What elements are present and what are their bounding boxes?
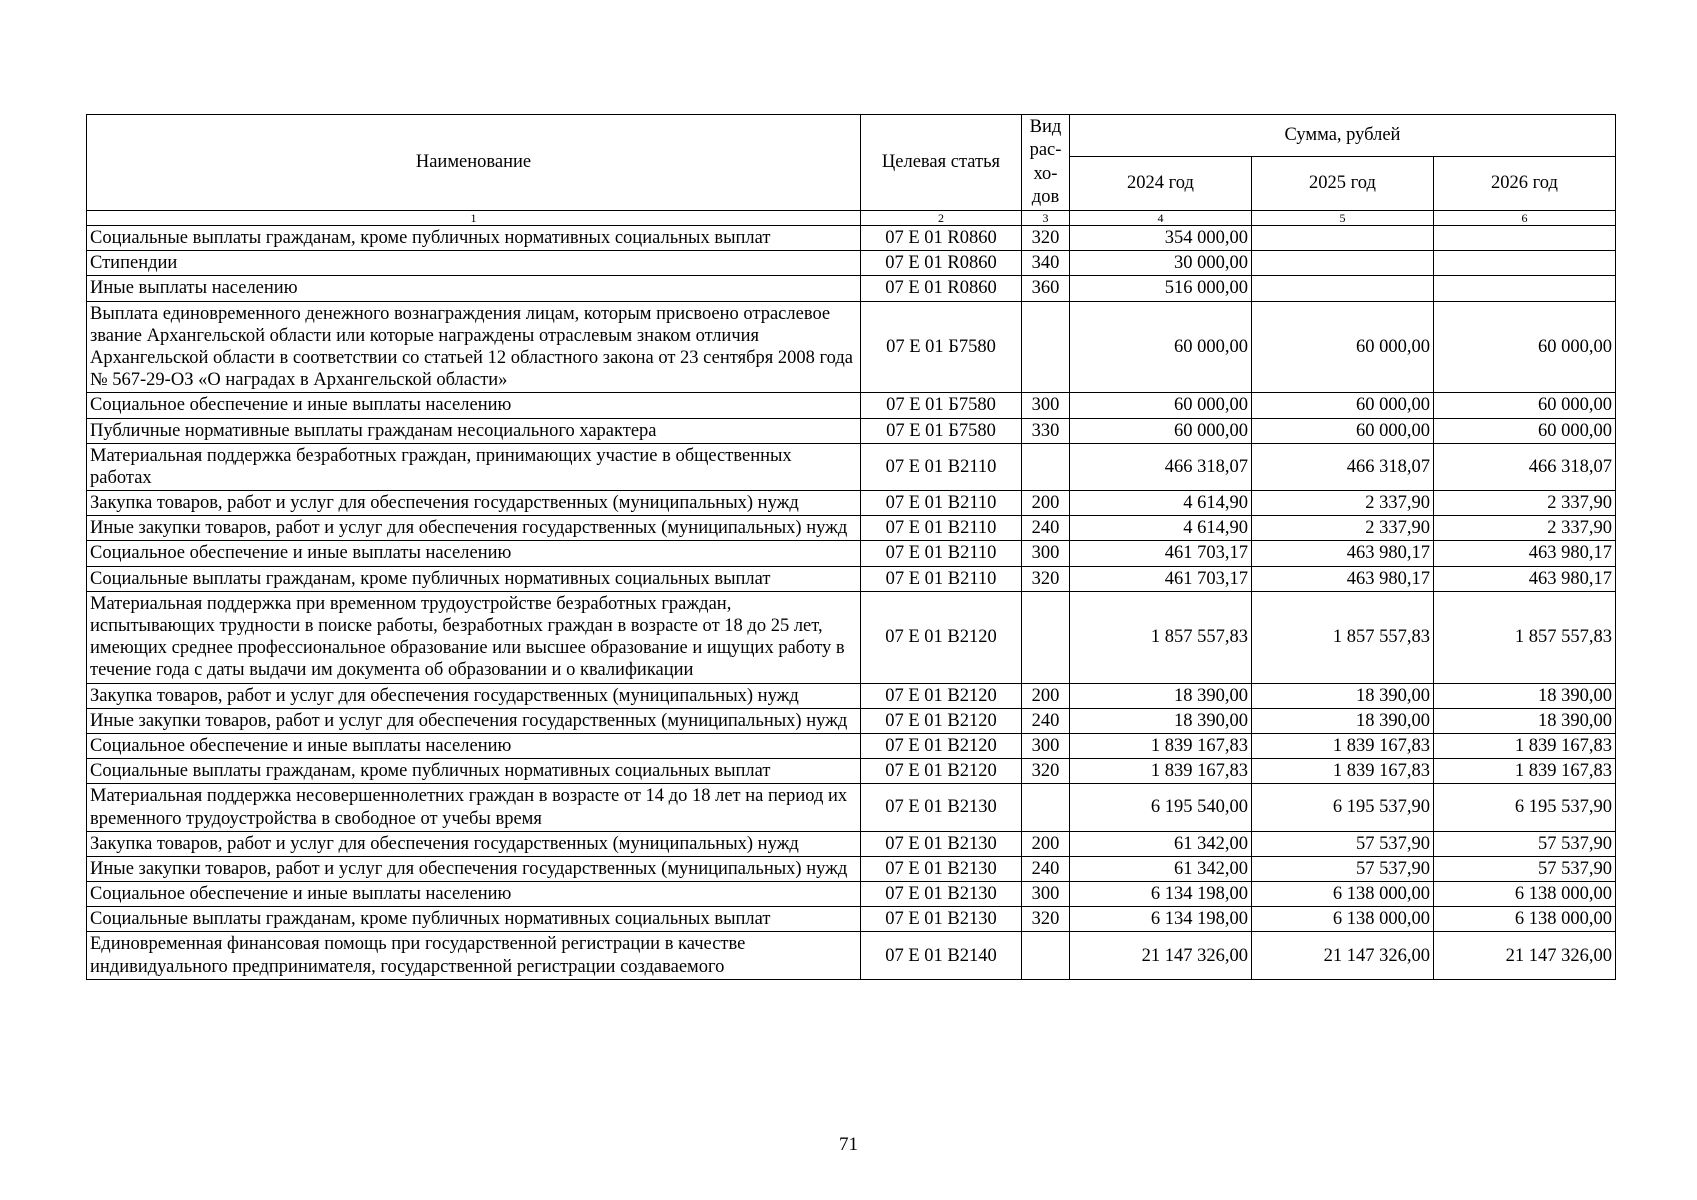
row-amount-2024: 1 839 167,83 bbox=[1070, 733, 1252, 758]
table-row bbox=[87, 907, 1616, 932]
column-number: 1 bbox=[87, 211, 861, 226]
row-amount-2026: 6 195 537,90 bbox=[1434, 784, 1616, 831]
row-amount-2026 bbox=[1434, 276, 1616, 301]
row-expense-type: 200 bbox=[1022, 491, 1070, 516]
row-amount-2024: 466 318,07 bbox=[1070, 443, 1252, 490]
header-name: Наименование bbox=[87, 115, 861, 211]
row-name: Материальная поддержка при временном трудоустройстве безработных граждан, испытывающих трудности в поиске работы, безработных граждан в возрасте от 18 до 25 лет, имеющих среднее профессиональное образование или высшее образование и ищущих работу в течение года с даты выдачи им документа об образовании и о квалификации bbox=[87, 591, 861, 683]
table-row bbox=[87, 856, 1616, 881]
row-name: Социальные выплаты гражданам, кроме публичных нормативных социальных выплат bbox=[87, 759, 861, 784]
row-name: Иные выплаты населению bbox=[87, 276, 861, 301]
table-row bbox=[87, 566, 1616, 591]
row-name: Иные закупки товаров, работ и услуг для обеспечения государственных (муниципальных) нужд bbox=[87, 708, 861, 733]
row-amount-2026: 6 138 000,00 bbox=[1434, 907, 1616, 932]
row-amount-2024: 21 147 326,00 bbox=[1070, 932, 1252, 979]
table-row bbox=[87, 708, 1616, 733]
column-number: 2 bbox=[861, 211, 1022, 226]
row-amount-2025: 57 537,90 bbox=[1252, 831, 1434, 856]
header-expense-type-line: рас- bbox=[1029, 140, 1062, 161]
row-expense-type: 320 bbox=[1022, 759, 1070, 784]
row-name: Социальное обеспечение и иные выплаты населению bbox=[87, 882, 861, 907]
row-amount-2026: 18 390,00 bbox=[1434, 683, 1616, 708]
row-amount-2025: 6 138 000,00 bbox=[1252, 882, 1434, 907]
row-amount-2024: 30 000,00 bbox=[1070, 251, 1252, 276]
row-expense-type: 300 bbox=[1022, 882, 1070, 907]
row-target-article: 07 Е 01 В2120 bbox=[861, 683, 1022, 708]
row-amount-2025: 60 000,00 bbox=[1252, 393, 1434, 418]
column-number: 5 bbox=[1252, 211, 1434, 226]
row-expense-type bbox=[1022, 932, 1070, 979]
row-amount-2024: 18 390,00 bbox=[1070, 683, 1252, 708]
row-amount-2025: 1 839 167,83 bbox=[1252, 759, 1434, 784]
row-target-article: 07 Е 01 Б7580 bbox=[861, 301, 1022, 393]
row-amount-2026: 466 318,07 bbox=[1434, 443, 1616, 490]
header-year-2024: 2024 год bbox=[1070, 157, 1252, 211]
table-row bbox=[87, 491, 1616, 516]
row-amount-2026: 1 839 167,83 bbox=[1434, 733, 1616, 758]
row-amount-2024: 461 703,17 bbox=[1070, 541, 1252, 566]
table-row bbox=[87, 882, 1616, 907]
row-name: Материальная поддержка несовершеннолетних граждан в возрасте от 14 до 18 лет на период их временного трудоустройства в свободное от учебы время bbox=[87, 784, 861, 831]
row-expense-type: 240 bbox=[1022, 708, 1070, 733]
row-name: Закупка товаров, работ и услуг для обеспечения государственных (муниципальных) нужд bbox=[87, 491, 861, 516]
row-amount-2026: 6 138 000,00 bbox=[1434, 882, 1616, 907]
row-target-article: 07 Е 01 В2130 bbox=[861, 907, 1022, 932]
row-expense-type: 200 bbox=[1022, 683, 1070, 708]
row-amount-2025: 2 337,90 bbox=[1252, 491, 1434, 516]
row-amount-2026: 57 537,90 bbox=[1434, 831, 1616, 856]
row-name: Выплата единовременного денежного вознаграждения лицам, которым присвоено отраслевое звание Архангельской области или которые награждены отраслевым знаком отличия Архангельской области в соответствии со статьей 12 областного закона от 23 сентября 2008 года № 567-29-ОЗ «О наградах в Архангельской области» bbox=[87, 301, 861, 393]
row-amount-2026 bbox=[1434, 226, 1616, 251]
row-target-article: 07 Е 01 Б7580 bbox=[861, 418, 1022, 443]
row-name: Иные закупки товаров, работ и услуг для обеспечения государственных (муниципальных) нужд bbox=[87, 856, 861, 881]
row-name: Социальное обеспечение и иные выплаты населению bbox=[87, 733, 861, 758]
row-amount-2025: 463 980,17 bbox=[1252, 541, 1434, 566]
column-number: 3 bbox=[1022, 211, 1070, 226]
page-number: 71 bbox=[839, 1134, 858, 1155]
row-name: Публичные нормативные выплаты гражданам несоциального характера bbox=[87, 418, 861, 443]
row-amount-2026: 2 337,90 bbox=[1434, 491, 1616, 516]
table-row bbox=[87, 393, 1616, 418]
row-target-article: 07 Е 01 В2140 bbox=[861, 932, 1022, 979]
header-expense-type-line: дов bbox=[1031, 186, 1060, 207]
row-amount-2024: 60 000,00 bbox=[1070, 393, 1252, 418]
row-amount-2024: 61 342,00 bbox=[1070, 831, 1252, 856]
row-target-article: 07 Е 01 R0860 bbox=[861, 226, 1022, 251]
row-target-article: 07 Е 01 В2120 bbox=[861, 708, 1022, 733]
row-amount-2026: 18 390,00 bbox=[1434, 708, 1616, 733]
row-expense-type: 340 bbox=[1022, 251, 1070, 276]
table-row bbox=[87, 932, 1616, 979]
row-amount-2025: 2 337,90 bbox=[1252, 516, 1434, 541]
header-target-article: Целевая статья bbox=[861, 115, 1022, 211]
row-expense-type: 240 bbox=[1022, 516, 1070, 541]
header-expense-type-line: Вид bbox=[1029, 117, 1062, 138]
row-target-article: 07 Е 01 В2110 bbox=[861, 443, 1022, 490]
row-amount-2025: 60 000,00 bbox=[1252, 301, 1434, 393]
column-number: 4 bbox=[1070, 211, 1252, 226]
row-target-article: 07 Е 01 В2120 bbox=[861, 733, 1022, 758]
row-amount-2024: 4 614,90 bbox=[1070, 491, 1252, 516]
budget-table bbox=[86, 114, 1616, 980]
row-amount-2025: 21 147 326,00 bbox=[1252, 932, 1434, 979]
row-expense-type: 240 bbox=[1022, 856, 1070, 881]
row-amount-2025: 18 390,00 bbox=[1252, 683, 1434, 708]
row-expense-type bbox=[1022, 591, 1070, 683]
row-amount-2024: 4 614,90 bbox=[1070, 516, 1252, 541]
row-target-article: 07 Е 01 В2130 bbox=[861, 831, 1022, 856]
row-target-article: 07 Е 01 В2110 bbox=[861, 566, 1022, 591]
row-amount-2024: 354 000,00 bbox=[1070, 226, 1252, 251]
table-row bbox=[87, 541, 1616, 566]
column-number: 6 bbox=[1434, 211, 1616, 226]
row-amount-2026 bbox=[1434, 251, 1616, 276]
row-expense-type: 200 bbox=[1022, 831, 1070, 856]
row-amount-2025 bbox=[1252, 251, 1434, 276]
row-amount-2024: 6 195 540,00 bbox=[1070, 784, 1252, 831]
row-amount-2024: 516 000,00 bbox=[1070, 276, 1252, 301]
row-amount-2026: 60 000,00 bbox=[1434, 418, 1616, 443]
row-expense-type: 300 bbox=[1022, 541, 1070, 566]
table-row bbox=[87, 276, 1616, 301]
row-expense-type bbox=[1022, 443, 1070, 490]
row-amount-2024: 18 390,00 bbox=[1070, 708, 1252, 733]
table-row bbox=[87, 591, 1616, 683]
table-row bbox=[87, 784, 1616, 831]
table-row bbox=[87, 831, 1616, 856]
row-target-article: 07 Е 01 Б7580 bbox=[861, 393, 1022, 418]
row-amount-2026: 57 537,90 bbox=[1434, 856, 1616, 881]
row-amount-2025: 60 000,00 bbox=[1252, 418, 1434, 443]
row-amount-2025: 6 195 537,90 bbox=[1252, 784, 1434, 831]
row-target-article: 07 Е 01 В2120 bbox=[861, 759, 1022, 784]
row-target-article: 07 Е 01 R0860 bbox=[861, 251, 1022, 276]
row-expense-type bbox=[1022, 784, 1070, 831]
row-target-article: 07 Е 01 R0860 bbox=[861, 276, 1022, 301]
row-target-article: 07 Е 01 В2110 bbox=[861, 491, 1022, 516]
row-amount-2026: 60 000,00 bbox=[1434, 301, 1616, 393]
row-expense-type: 360 bbox=[1022, 276, 1070, 301]
row-expense-type bbox=[1022, 301, 1070, 393]
row-amount-2026: 463 980,17 bbox=[1434, 541, 1616, 566]
table-row bbox=[87, 516, 1616, 541]
row-amount-2025: 18 390,00 bbox=[1252, 708, 1434, 733]
row-amount-2025: 1 839 167,83 bbox=[1252, 733, 1434, 758]
table-body bbox=[87, 226, 1616, 980]
row-name: Материальная поддержка безработных граждан, принимающих участие в общественных работах bbox=[87, 443, 861, 490]
row-amount-2024: 6 134 198,00 bbox=[1070, 907, 1252, 932]
table-row bbox=[87, 418, 1616, 443]
row-amount-2026: 1 839 167,83 bbox=[1434, 759, 1616, 784]
column-number-row bbox=[87, 211, 1616, 226]
row-expense-type: 330 bbox=[1022, 418, 1070, 443]
row-target-article: 07 Е 01 В2130 bbox=[861, 856, 1022, 881]
row-target-article: 07 Е 01 В2130 bbox=[861, 882, 1022, 907]
header-year-2025: 2025 год bbox=[1252, 157, 1434, 211]
row-target-article: 07 Е 01 В2110 bbox=[861, 516, 1022, 541]
row-name: Закупка товаров, работ и услуг для обеспечения государственных (муниципальных) нужд bbox=[87, 683, 861, 708]
row-name: Социальное обеспечение и иные выплаты населению bbox=[87, 393, 861, 418]
table-row bbox=[87, 301, 1616, 393]
row-expense-type: 320 bbox=[1022, 907, 1070, 932]
row-target-article: 07 Е 01 В2110 bbox=[861, 541, 1022, 566]
row-amount-2025: 463 980,17 bbox=[1252, 566, 1434, 591]
row-amount-2025: 466 318,07 bbox=[1252, 443, 1434, 490]
row-name: Закупка товаров, работ и услуг для обеспечения государственных (муниципальных) нужд bbox=[87, 831, 861, 856]
row-amount-2026: 21 147 326,00 bbox=[1434, 932, 1616, 979]
row-amount-2026: 1 857 557,83 bbox=[1434, 591, 1616, 683]
header-expense-type bbox=[1022, 115, 1070, 211]
row-amount-2024: 6 134 198,00 bbox=[1070, 882, 1252, 907]
row-amount-2024: 1 857 557,83 bbox=[1070, 591, 1252, 683]
row-expense-type: 300 bbox=[1022, 733, 1070, 758]
table-row bbox=[87, 226, 1616, 251]
row-name: Стипендии bbox=[87, 251, 861, 276]
row-name: Иные закупки товаров, работ и услуг для обеспечения государственных (муниципальных) нужд bbox=[87, 516, 861, 541]
row-amount-2024: 61 342,00 bbox=[1070, 856, 1252, 881]
row-amount-2026: 463 980,17 bbox=[1434, 566, 1616, 591]
header-expense-type-line: хо- bbox=[1033, 163, 1058, 184]
table-row bbox=[87, 759, 1616, 784]
table-row bbox=[87, 443, 1616, 490]
header-year-2026: 2026 год bbox=[1434, 157, 1616, 211]
row-name: Единовременная финансовая помощь при государственной регистрации в качестве индивидуального предпринимателя, государственной регистрации создаваемого bbox=[87, 932, 861, 979]
table-row bbox=[87, 251, 1616, 276]
table-row bbox=[87, 683, 1616, 708]
row-name: Социальные выплаты гражданам, кроме публичных нормативных социальных выплат bbox=[87, 566, 861, 591]
row-amount-2025: 57 537,90 bbox=[1252, 856, 1434, 881]
row-name: Социальные выплаты гражданам, кроме публичных нормативных социальных выплат bbox=[87, 226, 861, 251]
row-amount-2024: 461 703,17 bbox=[1070, 566, 1252, 591]
row-name: Социальное обеспечение и иные выплаты населению bbox=[87, 541, 861, 566]
row-amount-2026: 60 000,00 bbox=[1434, 393, 1616, 418]
row-amount-2025: 6 138 000,00 bbox=[1252, 907, 1434, 932]
header-sum: Сумма, рублей bbox=[1070, 115, 1616, 157]
row-amount-2024: 1 839 167,83 bbox=[1070, 759, 1252, 784]
row-amount-2025 bbox=[1252, 276, 1434, 301]
row-amount-2025: 1 857 557,83 bbox=[1252, 591, 1434, 683]
row-amount-2025 bbox=[1252, 226, 1434, 251]
row-name: Социальные выплаты гражданам, кроме публичных нормативных социальных выплат bbox=[87, 907, 861, 932]
row-expense-type: 300 bbox=[1022, 393, 1070, 418]
row-target-article: 07 Е 01 В2120 bbox=[861, 591, 1022, 683]
row-amount-2026: 2 337,90 bbox=[1434, 516, 1616, 541]
table-row bbox=[87, 733, 1616, 758]
row-expense-type: 320 bbox=[1022, 226, 1070, 251]
row-amount-2024: 60 000,00 bbox=[1070, 418, 1252, 443]
row-amount-2024: 60 000,00 bbox=[1070, 301, 1252, 393]
row-target-article: 07 Е 01 В2130 bbox=[861, 784, 1022, 831]
row-expense-type: 320 bbox=[1022, 566, 1070, 591]
